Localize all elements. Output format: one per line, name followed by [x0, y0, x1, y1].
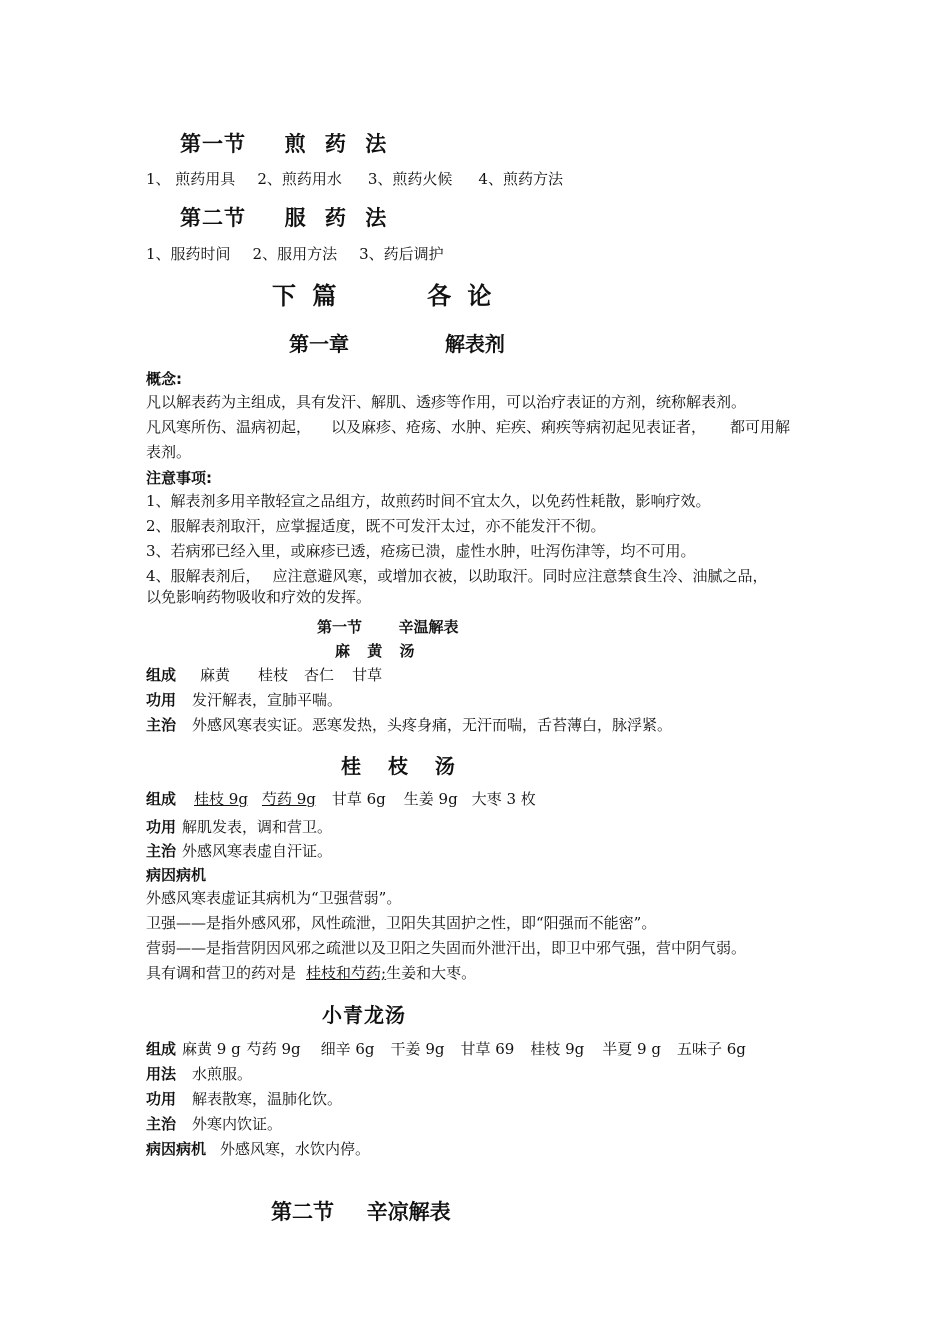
- herb: 杏仁: [304, 666, 335, 684]
- note-item: 4、服解表剂后， 应注意避风寒，或增加衣被，以助取汗。同时应注意禁食生冷、油腻之品，: [146, 567, 768, 585]
- section-heading-cool: [271, 1196, 451, 1226]
- section-title: 辛凉解表: [366, 1199, 451, 1224]
- xiaoqinglong-usage: 用法 水煎服。: [146, 1065, 253, 1083]
- herb: 甘草 69: [460, 1040, 515, 1058]
- list-item: 1、服药时间: [146, 245, 231, 263]
- note-item: 2、服解表剂取汗，应掌握适度，既不可发汗太过，亦不能发汗不彻。: [146, 517, 606, 535]
- concept-label: 概念:: [146, 370, 182, 388]
- list-item: 3、煎药火候: [367, 170, 453, 188]
- note-item: 以免影响药物吸收和疗效的发挥。: [146, 588, 372, 606]
- field-label: 组成: [146, 790, 177, 808]
- field-label: 功用: [146, 1090, 177, 1108]
- herb: 芍药 9g: [261, 790, 316, 808]
- field-label: 组成: [146, 1040, 177, 1058]
- formula-title-guizhi: 桂 枝 汤: [341, 754, 465, 778]
- part-heading: [272, 276, 495, 311]
- concept-line-2: 凡风寒所伤、温病初起， 以及麻疹、疮疡、水肿、疟疾、痢疾等病初起见表证者， 都可用解: [146, 418, 791, 436]
- list-item: 1、 煎药用具: [146, 170, 236, 188]
- chapter-title: 解表剂: [444, 332, 505, 356]
- field-label: 功用: [146, 818, 177, 836]
- herb: 桂枝: [258, 666, 289, 684]
- herb: 细辛 6g: [320, 1040, 375, 1058]
- section-number: 第二节: [180, 205, 246, 230]
- herb: 五味子 6g: [676, 1040, 746, 1058]
- note-item: 3、若病邪已经入里，或麻疹已透，疮疡已溃，虚性水肿，吐泻伤津等，均不可用。: [146, 542, 696, 560]
- administration-list: [146, 243, 444, 264]
- section-number: 第二节: [271, 1199, 334, 1224]
- herb: 麻黄 9 g: [182, 1040, 241, 1058]
- guizhi-pathogenesis: [146, 886, 826, 986]
- field-label: 用法: [146, 1065, 177, 1083]
- herb: 甘草 6g: [331, 790, 386, 808]
- pathogenesis-line: 营弱——是指营阴因风邪之疏泄以及卫阳之失固而外泄汗出，即卫中邪气强，营中阴气弱。: [146, 939, 747, 957]
- field-label: 功用: [146, 691, 177, 709]
- chapter-number: 第一章: [289, 332, 349, 356]
- guizhi-pathogenesis-label: 病因病机: [146, 866, 207, 884]
- decoction-list: [146, 168, 563, 189]
- herb: 大枣 3 枚: [471, 790, 536, 808]
- herb: 麻黄: [200, 666, 231, 684]
- field-label: 主治: [146, 1115, 177, 1133]
- list-item: 4、煎药方法: [478, 170, 563, 188]
- guizhi-function: 功用 解肌发表，调和营卫。: [146, 818, 333, 836]
- section-heading-decoction: [180, 128, 392, 158]
- field-label: 主治: [146, 842, 177, 860]
- xiaoqinglong-indication: 主治 外寒内饮证。: [146, 1115, 283, 1133]
- section-heading-administration: [180, 202, 392, 232]
- xiaoqinglong-pathogenesis: 病因病机 外感风寒，水饮内停。: [146, 1140, 371, 1158]
- pathogenesis-line: 外感风寒表虚证其病机为“卫强营弱”。: [146, 889, 402, 907]
- notes-label: 注意事项:: [146, 469, 212, 487]
- field-label: 病因病机: [146, 1140, 207, 1158]
- herb: 桂枝 9g: [194, 790, 248, 808]
- field-label: 组成: [146, 666, 177, 684]
- list-item: 2、服用方法: [252, 245, 338, 263]
- chapter-heading: [289, 328, 505, 357]
- section-title: 煎 药 法: [284, 131, 393, 156]
- notes-list: [146, 489, 826, 610]
- part-title-a: 下 篇: [272, 281, 341, 310]
- section-title: 辛温解表: [398, 618, 459, 636]
- concept-paragraph: [146, 390, 826, 465]
- herb: 芍药 9g: [246, 1040, 301, 1058]
- mahuang-indication: 主治 外感风寒表实证。恶寒发热，头疼身痛，无汗而喘，舌苔薄白，脉浮紧。: [146, 716, 673, 734]
- section-number: 第一节: [180, 131, 246, 156]
- concept-line-1: 凡以解表药为主组成，具有发汗、解肌、透疹等作用，可以治疗表证的方剂，统称解表剂。: [146, 393, 747, 411]
- herb: 干姜 9g: [390, 1040, 445, 1058]
- note-item: 1、解表剂多用辛散轻宣之品组方，故煎药时间不宜太久，以免药性耗散，影响疗效。: [146, 492, 711, 510]
- herb: 桂枝 9g: [530, 1040, 585, 1058]
- pathogenesis-line: 具有调和营卫的药对是 桂枝和芍药;生姜和大枣。: [146, 964, 477, 982]
- guizhi-composition: [146, 788, 536, 809]
- mahuang-function: 功用 发汗解表，宣肺平喘。: [146, 691, 343, 709]
- section-title: 服 药 法: [284, 205, 393, 230]
- guizhi-indication: 主治 外感风寒表虚自汗证。: [146, 842, 333, 860]
- xiaoqinglong-function: 功用 解表散寒，温肺化饮。: [146, 1090, 343, 1108]
- mahuang-composition: [146, 664, 382, 685]
- herb: 半夏 9 g: [602, 1040, 661, 1058]
- field-label: 主治: [146, 716, 177, 734]
- xiaoqinglong-composition: [146, 1038, 746, 1059]
- formula-title-xiaoqinglong: 小青龙汤: [322, 1003, 406, 1027]
- section-number: 第一节: [317, 618, 363, 636]
- list-item: 3、药后调护: [359, 245, 444, 263]
- list-item: 2、煎药用水: [257, 170, 342, 188]
- pathogenesis-line: 卫强——是指外感风邪，风性疏泄，卫阳失其固护之性，即“阳强而不能密”。: [146, 914, 657, 932]
- herb: 甘草: [352, 666, 383, 684]
- formula-title-mahuang: 麻 黄 汤: [335, 642, 421, 660]
- herb: 生姜 9g: [403, 790, 458, 808]
- part-title-b: 各 论: [427, 281, 496, 310]
- section-heading-warm: [317, 616, 459, 637]
- concept-line-3: 表剂。: [146, 443, 192, 461]
